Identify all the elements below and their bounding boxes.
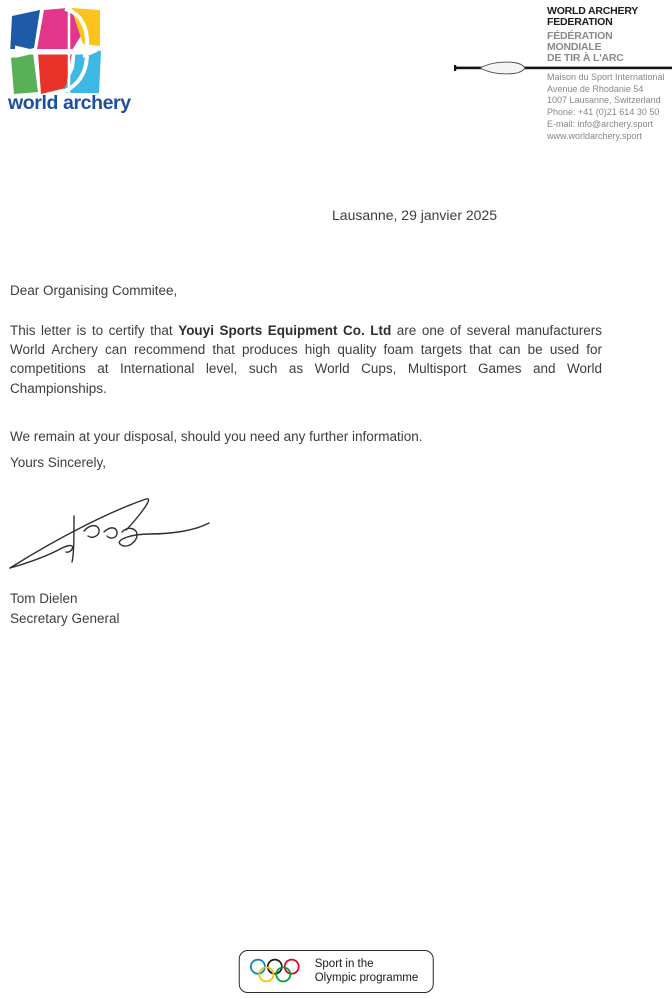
world-archery-logo-mark xyxy=(10,8,102,94)
world-archery-logo xyxy=(10,8,102,99)
body-text-after-bold: are one of several manufacturers World Archery can recommend that produces high quality foam targets that can be used for competitions at International level, such as World Cups, Multisport Games and World Championships. xyxy=(10,323,602,396)
signer-name: Tom Dielen xyxy=(10,591,78,606)
badge-text xyxy=(315,958,419,985)
signature-scrawl-icon xyxy=(4,486,214,574)
signature xyxy=(4,486,214,579)
address-line-phone: Phone: +41 (0)21 614 30 50 xyxy=(547,107,660,118)
logo-wordmark: world archery xyxy=(8,92,131,114)
address-line-building: Maison du Sport International xyxy=(547,72,665,82)
badge-line1: Sport in the xyxy=(314,958,374,970)
olympic-rings-icon xyxy=(249,957,305,986)
federation-name-fr-line2: MONDIALE xyxy=(547,41,602,53)
valediction: Yours Sincerely, xyxy=(10,455,107,470)
olympic-programme-badge xyxy=(239,950,434,993)
address-line-city: 1007 Lausanne, Switzerland xyxy=(547,95,661,106)
address-line-website: www.worldarchery.sport xyxy=(547,130,642,141)
company-name-bold: Youyi Sports Equipment Co. Ltd xyxy=(178,323,392,338)
address-line-email: E-mail: info@archery.sport xyxy=(547,118,654,129)
federation-name-fr-line3: DE TIR À L'ARC xyxy=(547,52,624,64)
badge-line2: Olympic programme xyxy=(314,971,419,984)
closing-paragraph: We remain at your disposal, should you need any further information. xyxy=(10,429,423,444)
salutation: Dear Organising Commitee, xyxy=(10,283,178,298)
signer-block xyxy=(10,589,120,628)
address-line-street: Avenue de Rhodanie 54 xyxy=(547,83,644,94)
federation-name-en-line1: WORLD ARCHERY xyxy=(547,5,639,17)
federation-name-fr-line1: FÉDÉRATION xyxy=(547,30,613,42)
federation-name-en-line2: FEDERATION xyxy=(547,16,613,28)
dateline: Lausanne, 29 janvier 2025 xyxy=(332,207,498,223)
address-block xyxy=(547,72,665,142)
body-paragraph xyxy=(10,321,602,398)
federation-name-block xyxy=(547,6,638,64)
signer-title: Secretary General xyxy=(10,610,120,626)
body-text-before-bold: This letter is to certify that xyxy=(10,323,179,338)
